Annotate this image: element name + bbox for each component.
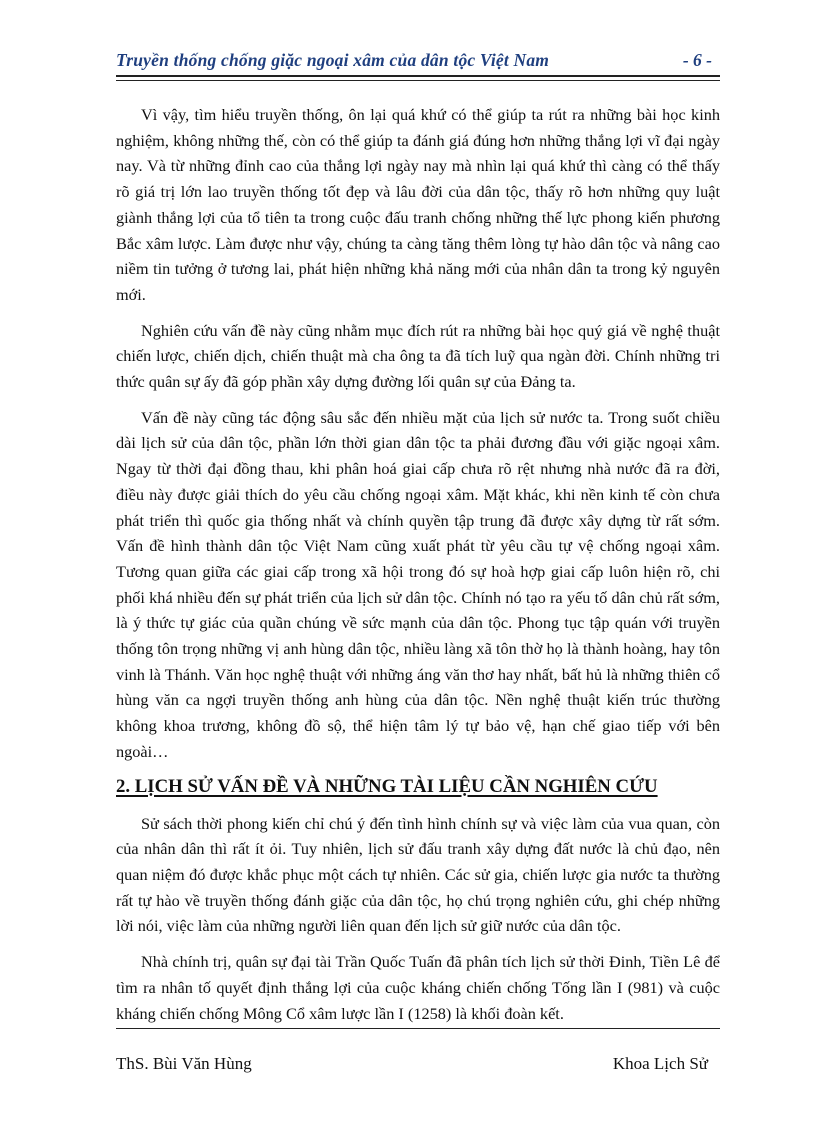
- section-heading: 2. LỊCH SỬ VẤN ĐỀ VÀ NHỮNG TÀI LIỆU CẦN NGHIÊN CỨU: [116, 775, 658, 797]
- header-rule-thin: [116, 80, 720, 81]
- document-body: [116, 102, 720, 1036]
- footer-author: ThS. Bùi Văn Hùng: [116, 1054, 252, 1073]
- header-title: Truyền thống chống giặc ngoại xâm của dân tộc Việt Nam: [116, 50, 550, 70]
- footer-department: Khoa Lịch Sử: [612, 1054, 708, 1073]
- page-header: [116, 50, 720, 74]
- body-paragraph: Sử sách thời phong kiến chỉ chú ý đến tình hình chính sự và việc làm của vua quan, còn của nhân dân thì rất ít ỏi. Tuy nhiên, lịch sử đấu tranh xây dựng đất nước là chủ đạo, nên quan niệm đó được khắc phục một cách tự nhiên. Các sử gia, chiến lược gia nước ta thường rất tự hào về truyền thống đánh giặc của dân tộc, họ chú trọng nghiên cứu, ghi chép những lời nói, việc làm của những người liên quan đến lịch sử giữ nước của dân tộc.: [116, 813, 720, 936]
- body-paragraph: Nghiên cứu vấn đề này cũng nhằm mục đích rút ra những bài học quý giá về nghệ thuật chiến lược, chiến dịch, chiến thuật mà cha ông ta đã tích luỹ qua ngàn đời. Chính những tri thức quân sự ấy đã góp phần xây dựng đường lối quân sự của Đảng ta.: [116, 320, 720, 392]
- header-rule-thick: [116, 75, 720, 77]
- body-paragraph: Vì vậy, tìm hiểu truyền thống, ôn lại quá khứ có thể giúp ta rút ra những bài học kinh nghiệm, không những thế, còn có thể giúp ta đánh giá đúng hơn những thắng lợi vĩ đại ngày nay. Và từ những đỉnh cao của thắng lợi ngày nay mà nhìn lại quá khứ thì càng có thể thấy rõ giá trị lớn lao truyền thống tốt đẹp và lâu đời của dân tộc, thấy rõ hơn những quy luật giành thắng lợi của tổ tiên ta trong cuộc đấu tranh chống những thế lực phong kiến phương Bắc xâm lược. Làm được như vậy, chúng ta càng tăng thêm lòng tự hào dân tộc và nâng cao niềm tin tưởng ở tương lai, phát hiện những khả năng mới của nhân dân ta trong kỷ nguyên mới.: [116, 105, 720, 304]
- footer-rule: [116, 1028, 720, 1029]
- body-paragraph: Vấn đề này cũng tác động sâu sắc đến nhiều mặt của lịch sử nước ta. Trong suốt chiều dài lịch sử của dân tộc, phần lớn thời gian dân tộc ta phải đương đầu với giặc ngoại xâm. Ngay từ thời đại đồng thau, khi phân hoá giai cấp chưa rõ rệt nhưng nhà nước đã ra đời, điều này được giải thích do yêu cầu chống ngoại xâm. Mặt khác, khi nền kinh tế còn chưa phát triển thì quốc gia thống nhất và chính quyền tập trung đã được xây dựng từ rất sớm. Vấn đề hình thành dân tộc Việt Nam cũng xuất phát từ yêu cầu tự vệ chống ngoại xâm. Tương quan giữa các giai cấp trong xã hội trong đó sự hoà hợp giai cấp luôn hiện rõ, chi phối khá nhiều đến sự phát triển của lịch sử dân tộc. Chính nó tạo ra yếu tố dân chủ rất sớm, là ý thức tự giác của quần chúng về sức mạnh của dân tộc. Phong tục tập quán với truyền thống tôn trọng những vị anh hùng dân tộc, nhiều làng xã tôn thờ họ là thành hoàng, hay tôn vinh là Thánh. Văn học nghệ thuật với những áng văn thơ hay nhất, bất hủ là những thiên cổ hùng văn ca ngợi truyền thống anh hùng của dân tộc. Nền nghệ thuật kiến trúc thường không khoa trương, không đồ sộ, thể hiện tâm lý tự bảo vệ, hạn chế giao tiếp với bên ngoài…: [116, 407, 720, 761]
- body-paragraph: Nhà chính trị, quân sự đại tài Trần Quốc Tuấn đã phân tích lịch sử thời Đinh, Tiền Lê để tìm ra nhân tố quyết định thắng lợi của cuộc kháng chiến chống Tống lần I (981) và cuộc kháng chiến chống Mông Cổ xâm lược lần I (1258) là khối đoàn kết.: [116, 952, 720, 1023]
- page-number: - 6 -: [682, 50, 712, 70]
